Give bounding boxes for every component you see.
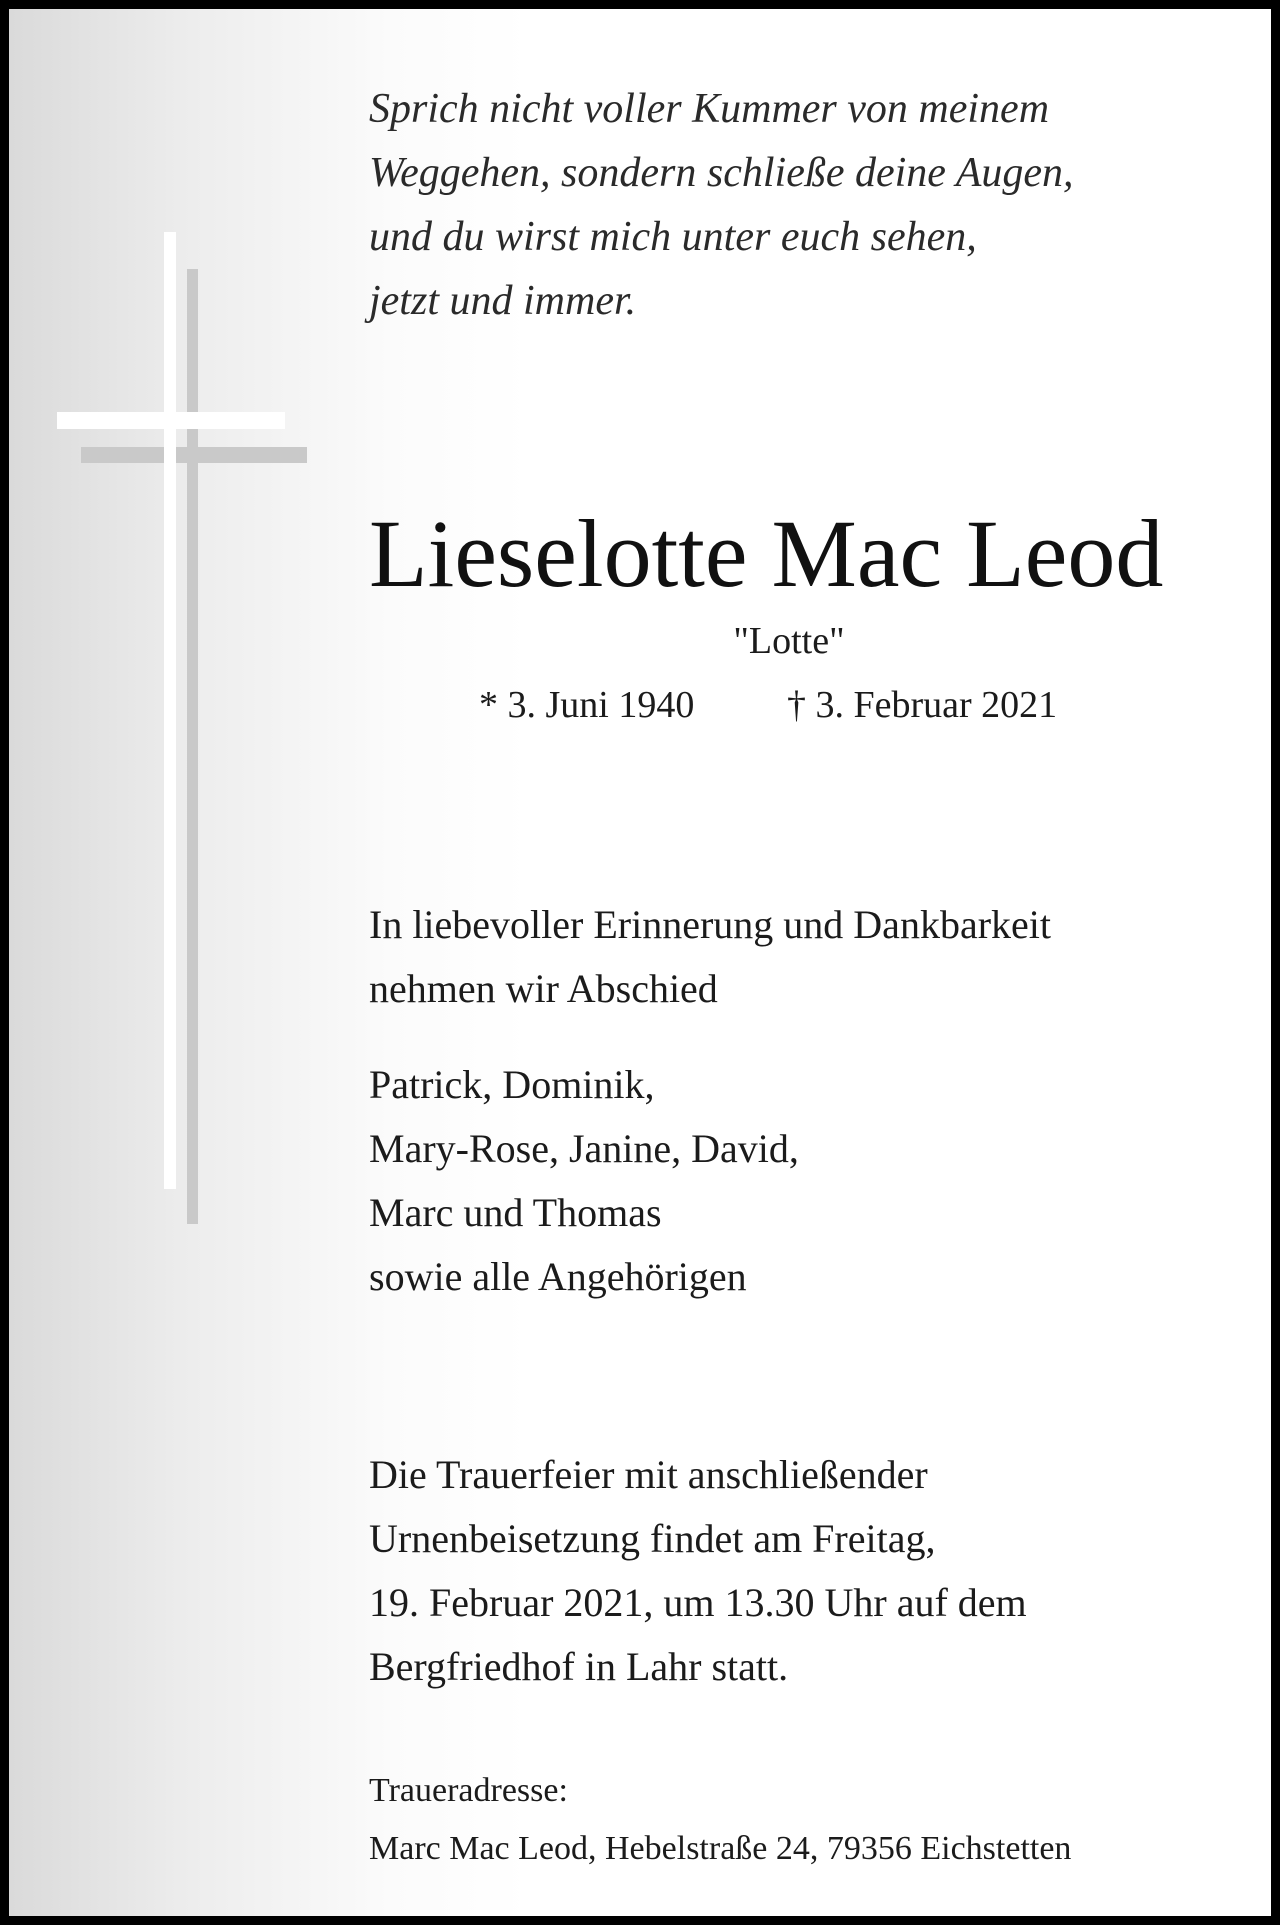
remembrance-text	[369, 893, 1249, 1021]
address-label: Traueradresse:	[369, 1772, 568, 1809]
address-value: Marc Mac Leod, Hebelstraße 24, 79356 Eichstetten	[369, 1830, 1072, 1867]
mourner-line: Mary-Rose, Janine, David,	[369, 1126, 799, 1171]
quote-line: Sprich nicht voller Kummer von meinem	[369, 86, 1050, 132]
remembrance-line: nehmen wir Abschied	[369, 966, 718, 1011]
ceremony-line: Urnenbeisetzung findet am Freitag,	[369, 1516, 936, 1561]
mourner-line: Patrick, Dominik,	[369, 1062, 655, 1107]
ceremony-details	[369, 1443, 1249, 1699]
mourners-list	[369, 1053, 1249, 1309]
ceremony-line: Bergfriedhof in Lahr statt.	[369, 1644, 789, 1689]
cross-shadow-horizontal	[81, 447, 307, 463]
quote-line: und du wirst mich unter euch sehen,	[369, 214, 977, 260]
death-date: † 3. Februar 2021	[787, 684, 1058, 726]
birth-date: * 3. Juni 1940	[479, 684, 695, 726]
quote-line: Weggehen, sondern schließe deine Augen,	[369, 150, 1074, 196]
quote-line: jetzt und immer.	[369, 278, 637, 324]
cross-horizontal-beam	[57, 412, 285, 429]
memorial-quote	[369, 77, 1249, 333]
mourning-address	[369, 1762, 1249, 1878]
deceased-nickname: "Lotte"	[733, 620, 845, 662]
ceremony-line: Die Trauerfeier mit anschließender	[369, 1452, 928, 1497]
remembrance-line: In liebevoller Erinnerung und Dankbarkeit	[369, 902, 1051, 947]
cross-vertical-beam	[164, 232, 176, 1189]
mourner-line: sowie alle Angehörigen	[369, 1254, 747, 1299]
mourner-line: Marc und Thomas	[369, 1190, 662, 1235]
ceremony-line: 19. Februar 2021, um 13.30 Uhr auf dem	[369, 1580, 1027, 1625]
deceased-name: Lieselotte Mac Leod	[369, 500, 1164, 607]
